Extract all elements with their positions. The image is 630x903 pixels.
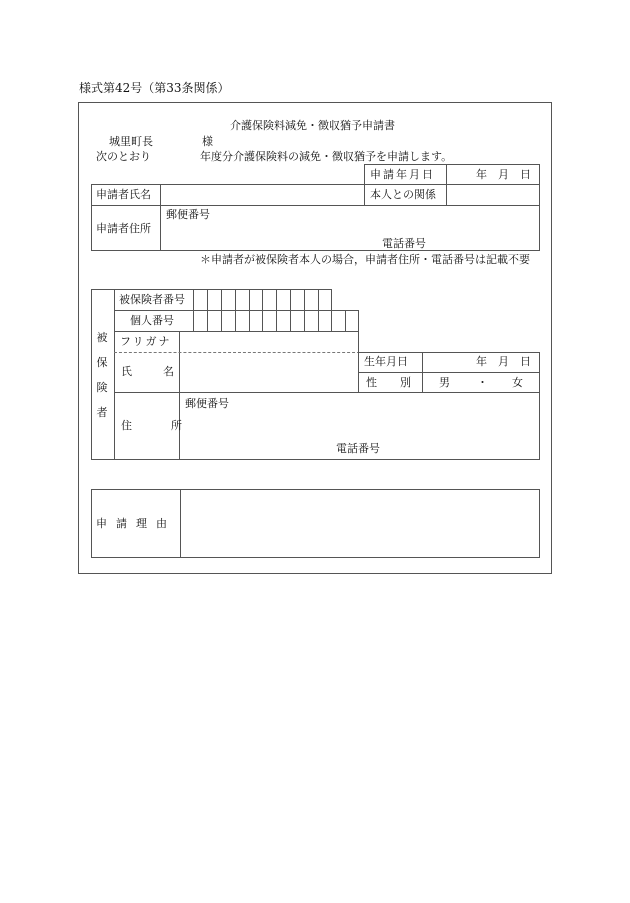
reason-label: 申請理由 [96, 517, 176, 530]
insured-number-boxes[interactable] [194, 290, 331, 309]
applicant-name-label: 申請者氏名 [96, 188, 151, 201]
furigana-label: フリガナ [120, 335, 172, 348]
insured-section-label: 被 保 険 者 [96, 331, 108, 419]
insured-phone-label: 電話番号 [336, 442, 380, 455]
furigana-field[interactable] [183, 334, 355, 348]
form-title: 介護保険料減免・徴収猶予申請書 [230, 119, 395, 132]
sex-separator: ・ [477, 376, 488, 389]
insured-number-label: 被保険者番号 [119, 293, 185, 306]
applicant-address-field[interactable] [164, 222, 536, 236]
sex-label: 性 別 [366, 376, 417, 389]
insured-address-field[interactable] [183, 412, 535, 436]
intro-right: 年度分介護保険料の減免・徴収猶予を申請します。 [200, 150, 453, 163]
form-number: 様式第42号（第33条関係） [79, 81, 230, 95]
applicant-name-field[interactable] [164, 187, 360, 203]
intro-left: 次のとおり [96, 150, 151, 163]
personal-number-boxes[interactable] [194, 311, 358, 330]
birth-date-value[interactable]: 年 月 日 [476, 355, 531, 368]
applicant-postal-label: 郵便番号 [166, 208, 210, 221]
insured-name-label: 氏 名 [121, 365, 184, 378]
birth-date-label: 生年月日 [364, 355, 408, 368]
insured-address-label: 住 所 [121, 419, 196, 432]
sex-option-female[interactable]: 女 [512, 376, 523, 389]
application-date-value[interactable]: 年 月 日 [476, 168, 531, 181]
application-date-label: 申請年月日 [370, 168, 435, 181]
insured-name-field[interactable] [183, 356, 355, 388]
applicant-note: ＊申請者が被保険者本人の場合，申請者住所・電話番号は記載不要 [200, 253, 530, 266]
applicant-address-label: 申請者住所 [96, 222, 151, 235]
relation-field[interactable] [449, 187, 537, 203]
personal-number-label: 個人番号 [130, 314, 174, 327]
addressee: 城里町長 [109, 135, 153, 148]
insured-postal-label: 郵便番号 [185, 397, 229, 410]
applicant-phone-label: 電話番号 [382, 237, 426, 250]
relation-label: 本人との関係 [370, 188, 436, 201]
reason-field[interactable] [184, 493, 536, 554]
sex-option-male[interactable]: 男 [439, 376, 450, 389]
honorific: 様 [202, 135, 213, 148]
